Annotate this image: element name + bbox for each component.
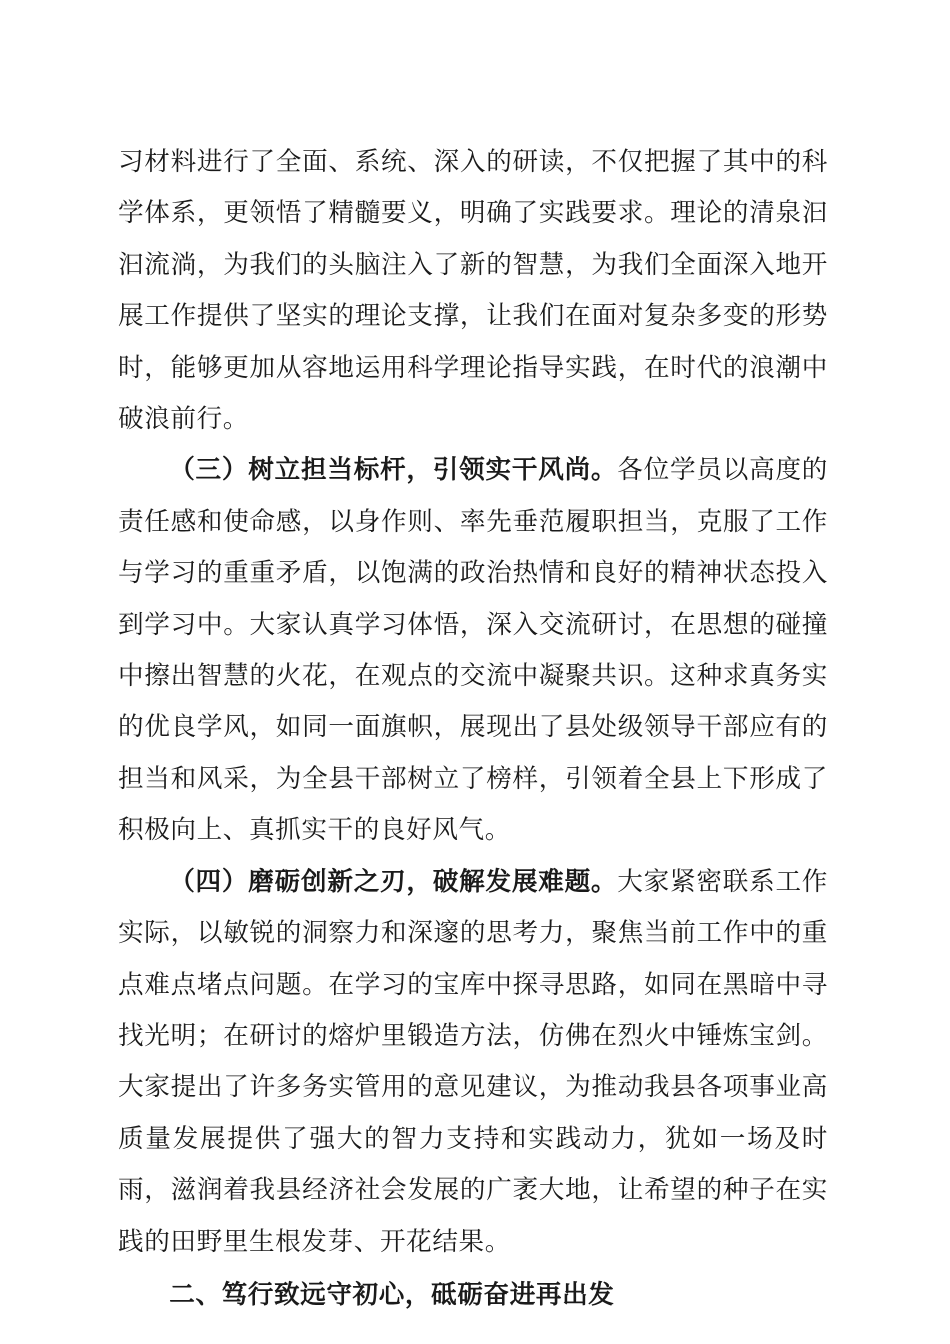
paragraph-section-4	[118, 857, 828, 1268]
paragraph-text: 大家紧密联系工作实际，以敏锐的洞察力和深邃的思考力，聚焦当前工作中的重点难点堵点问题。在学习的宝库中探寻思路，如同在黑暗中寻找光明；在研讨的熔炉里锻造方法，仿佛在烈火中锤炼宝剑。大家提出了许多务实管用的意见建议，为推动我县各项事业高质量发展提供了强大的智力支持和实践动力，犹如一场及时雨，滋润着我县经济社会发展的广袤大地，让希望的种子在实践的田野里生根发芽、开花结果。	[118, 866, 829, 1257]
document-body	[118, 137, 828, 1321]
paragraph-continuation	[118, 137, 828, 445]
paragraph-lead-heading: （三）树立担当标杆，引领实干风尚。	[169, 455, 618, 486]
paragraph-text: 习材料进行了全面、系统、深入的研读，不仅把握了其中的科学体系，更领悟了精髓要义，明确了实践要求。理论的清泉汩汩流淌，为我们的头脑注入了新的智慧，为我们全面深入地开展工作提供了坚实的理论支撑，让我们在面对复杂多变的形势时，能够更加从容地运用科学理论指导实践，在时代的浪潮中破浪前行。	[118, 147, 828, 435]
paragraph-text: 各位学员以高度的责任感和使命感，以身作则、率先垂范履职担当，克服了工作与学习的重重矛盾，以饱满的政治热情和良好的精神状态投入到学习中。大家认真学习体悟，深入交流研讨，在思想的碰撞中擦出智慧的火花，在观点的交流中凝聚共识。这种求真务实的优良学风，如同一面旗帜，展现出了县处级领导干部应有的担当和风采，为全县干部树立了榜样，引领着全县上下形成了积极向上、真抓实干的良好风气。	[118, 455, 829, 846]
paragraph-lead-heading: （四）磨砺创新之刃，破解发展难题。	[169, 866, 618, 897]
paragraph-section-3	[118, 445, 828, 856]
section-heading: 二、笃行致远守初心，砥砺奋进再出发	[169, 1279, 615, 1310]
